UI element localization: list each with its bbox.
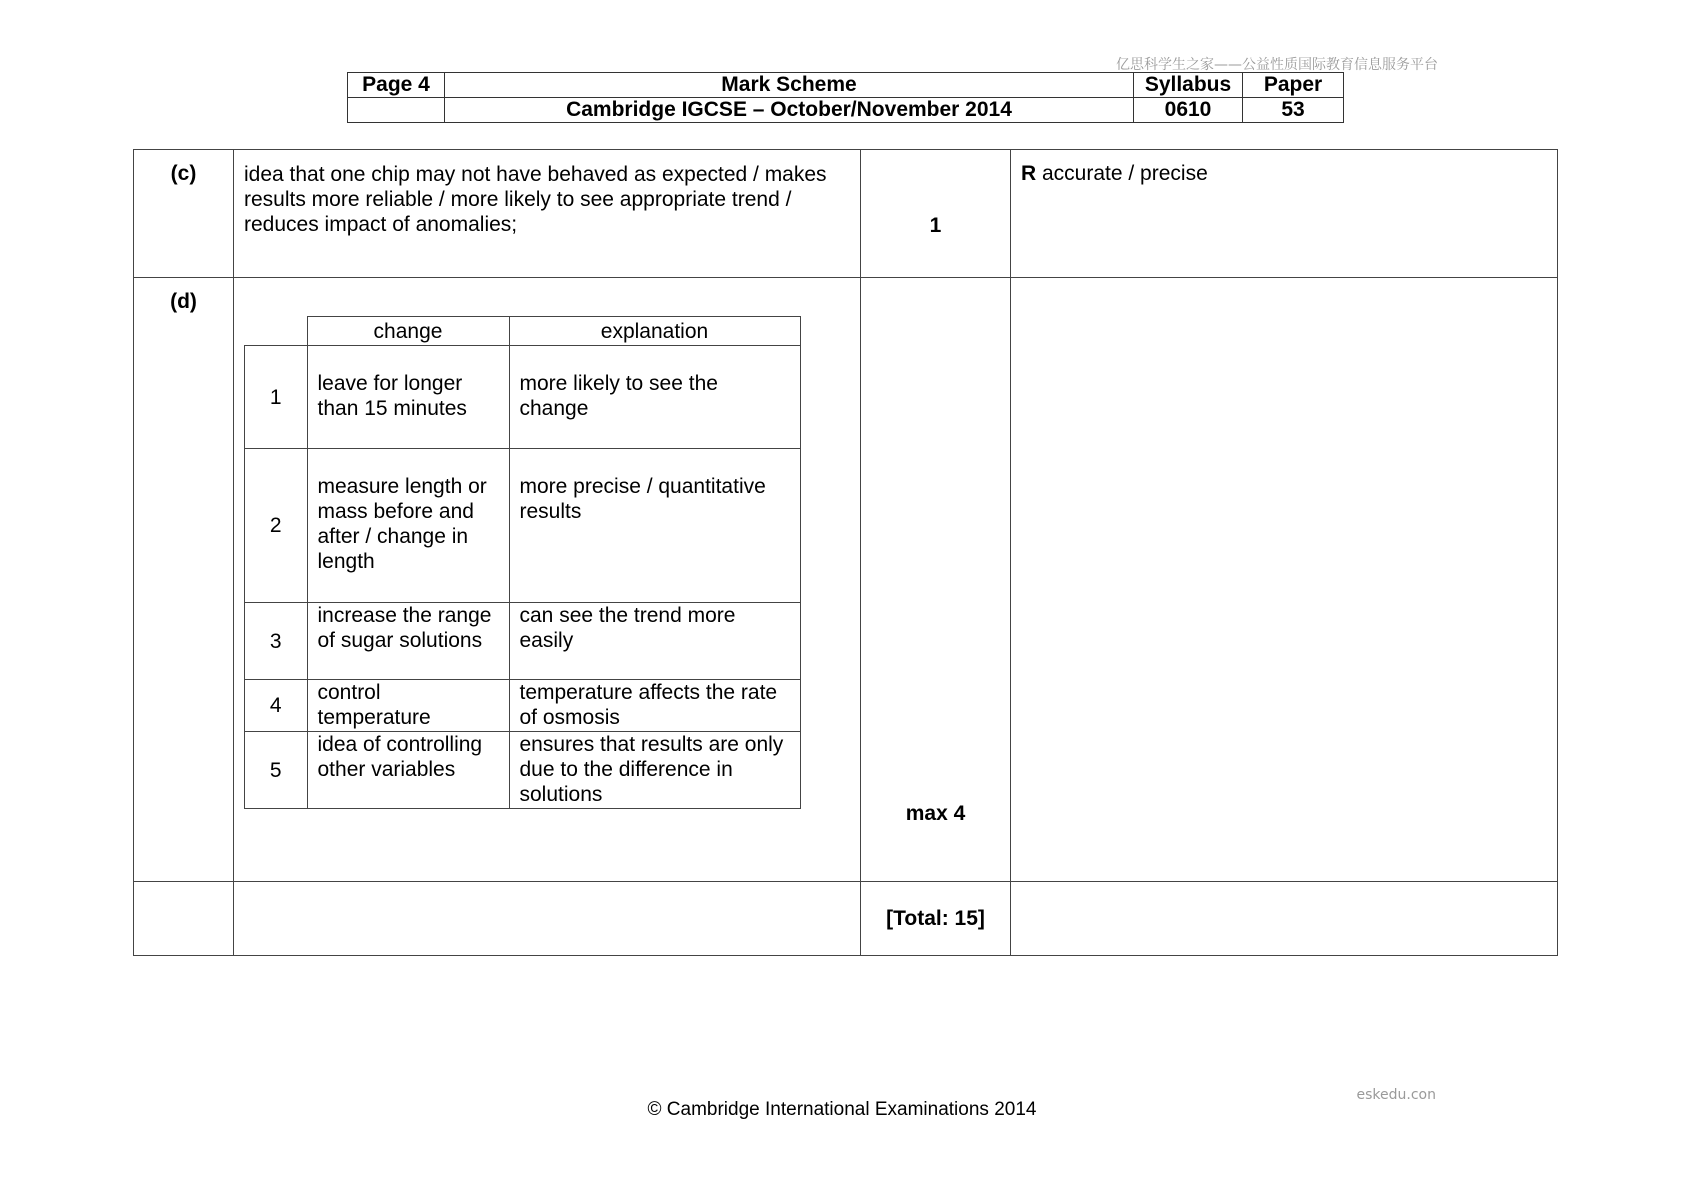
col-header-change: change (307, 317, 509, 346)
explanation-cell: temperature affects the rate of osmosis (509, 680, 800, 732)
explanation-cell: ensures that results are only due to the difference in solutions (509, 732, 800, 809)
guidance-c-text: accurate / precise (1036, 162, 1208, 185)
marks-c-cell (861, 150, 1011, 278)
mark-scheme-table (133, 149, 1558, 956)
row-number: 2 (245, 449, 308, 603)
paper-value: 53 (1243, 98, 1344, 123)
table-row (245, 603, 801, 680)
explanation-cell: more likely to see the change (509, 346, 800, 449)
document-title: Mark Scheme (445, 73, 1134, 98)
change-cell: leave for longer than 15 minutes (307, 346, 509, 449)
marks-c: 1 (929, 214, 942, 237)
page-number: Page 4 (348, 73, 445, 98)
guidance-d (1011, 278, 1558, 882)
changes-table (244, 316, 801, 809)
change-cell: increase the range of sugar solutions (307, 603, 509, 680)
table-row (245, 732, 801, 809)
row-number: 5 (245, 732, 308, 809)
watermark-bottom: eskedu.con (1356, 1087, 1436, 1103)
col-header-explanation: explanation (509, 317, 800, 346)
exam-session: Cambridge IGCSE – October/November 2014 (445, 98, 1134, 123)
change-cell: control temperature (307, 680, 509, 732)
explanation-cell: can see the trend more easily (509, 603, 800, 680)
syllabus-label: Syllabus (1134, 73, 1243, 98)
header-table (347, 72, 1344, 123)
explanation-cell: more precise / quantitative results (509, 449, 800, 603)
total-marks: [Total: 15] (861, 882, 1011, 956)
paper-label: Paper (1243, 73, 1344, 98)
marks-d: max 4 (905, 802, 966, 825)
answer-c: idea that one chip may not have behaved as expected / makes results more reliable / more likely to see appropriate trend / reduces impact of anomalies; (234, 150, 861, 278)
row-total (134, 882, 1558, 956)
row-c (134, 150, 1558, 278)
table-row (245, 449, 801, 603)
question-label-d: (d) (134, 278, 234, 882)
page-number-blank (348, 98, 445, 123)
table-row (245, 680, 801, 732)
guidance-c-bold: R (1021, 162, 1037, 185)
copyright-footer: © Cambridge International Examinations 2014 (647, 1099, 1037, 1120)
change-cell: idea of controlling other variables (307, 732, 509, 809)
guidance-c (1011, 150, 1558, 278)
watermark-top: 亿思科学生之家——公益性质国际教育信息服务平台 (1116, 57, 1438, 73)
row-number: 1 (245, 346, 308, 449)
total-guidance-blank (1011, 882, 1558, 956)
table-row (245, 346, 801, 449)
syllabus-value: 0610 (1134, 98, 1243, 123)
row-d (134, 278, 1558, 882)
change-cell: measure length or mass before and after / change in length (307, 449, 509, 603)
marks-d-cell (861, 278, 1011, 882)
row-number: 4 (245, 680, 308, 732)
question-label-c: (c) (134, 150, 234, 278)
total-label-blank (134, 882, 234, 956)
answer-d (234, 278, 861, 882)
row-number: 3 (245, 603, 308, 680)
total-answer-blank (234, 882, 861, 956)
